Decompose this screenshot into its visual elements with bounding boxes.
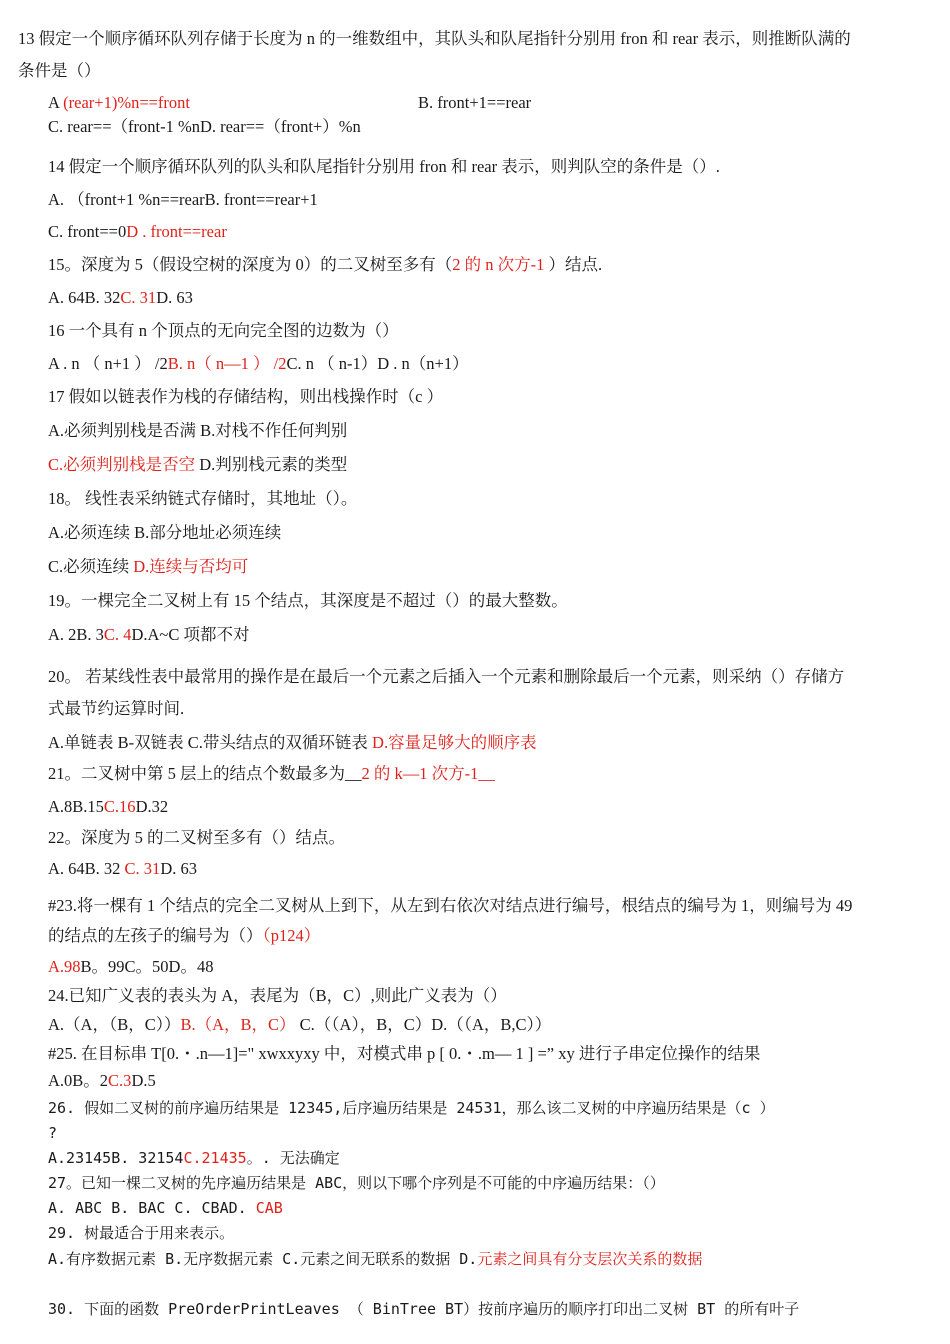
- question-text: A. 64B. 32: [48, 859, 125, 878]
- text-line: [418, 92, 531, 114]
- text-line: [48, 1097, 775, 1119]
- question-text: 。. 无法确定: [246, 1149, 340, 1167]
- question-text: 22。深度为 5 的二叉树至多有（）结点。: [48, 828, 345, 847]
- question-text: 19。一棵完全二叉树上有 15 个结点，其深度是不超过（）的最大整数。: [48, 591, 568, 610]
- text-line: [48, 590, 568, 612]
- text-line: [48, 796, 168, 818]
- text-line: [48, 1222, 234, 1244]
- answer-text: CAB: [255, 1199, 283, 1217]
- question-text: D. 63: [160, 859, 197, 878]
- text-line: [48, 92, 190, 114]
- answer-text: C.16: [103, 797, 136, 816]
- text-line: [48, 287, 193, 309]
- text-line: [48, 1248, 702, 1270]
- text-line: [48, 895, 852, 917]
- text-line: [48, 1197, 283, 1219]
- question-text: ）结点.: [544, 255, 603, 274]
- text-line: [48, 1122, 57, 1144]
- text-line: [48, 488, 357, 510]
- question-text: A. （front+1 %n==rearB. front==rear+1: [48, 190, 318, 209]
- question-text: 式最节约运算时间.: [48, 699, 185, 718]
- answer-text: B.（A，B，C）: [180, 1015, 296, 1034]
- question-text: A.8B.15: [48, 797, 104, 816]
- question-text: D.判别栈元素的类型: [195, 455, 348, 474]
- question-text: 27。已知一棵二叉树的先序遍历结果是 ABC，则以下哪个序列是不可能的中序遍历结果：（）: [48, 1174, 665, 1192]
- question-text: D.5: [131, 1071, 156, 1090]
- answer-text: C. 31: [124, 859, 161, 878]
- text-line: [48, 221, 227, 243]
- question-text: C. rear==（front-1 %nD. rear==（front+）%n: [48, 117, 361, 136]
- answer-text: C. 4: [103, 625, 132, 644]
- text-line: [48, 925, 320, 947]
- question-text: A.23145B. 32154: [48, 1149, 184, 1167]
- answer-text: D.容量足够大的顺序表: [372, 733, 537, 752]
- question-text: A.（A，（B，C））: [48, 1015, 181, 1034]
- answer-text: 2 的 k—1 次方-1__: [361, 764, 495, 783]
- question-text: ?: [48, 1124, 58, 1142]
- text-line: [48, 156, 720, 178]
- question-text: #23.将一棵有 1 个结点的完全二叉树从上到下，从左到右依次对结点进行编号，根结点的编号为 1，则编号为 49: [48, 896, 853, 915]
- answer-text: （p124）: [262, 926, 321, 945]
- question-text: 30. 下面的函数 PreOrderPrintLeaves （ BinTree BT）按前序遍历的顺序打印出二叉树 BT 的所有叶子: [48, 1300, 800, 1318]
- question-text: 20。 若某线性表中最常用的操作是在最后一个元素之后插入一个元素和删除最后一个元素，则采纳（）存储方: [48, 667, 845, 686]
- question-text: C.（（A），B，C）D.（（A，B,C））: [295, 1015, 552, 1034]
- text-line: [48, 1298, 799, 1320]
- question-text: A.0B。2: [48, 1071, 109, 1090]
- text-line: [48, 320, 399, 342]
- question-text: #25. 在目标串 T[0.・.n—1]=" xwxxyxy 中，对模式串 p [ 0.・.m— 1 ] =” xy 进行子串定位操作的结果: [48, 1044, 761, 1063]
- text-line: [48, 116, 361, 138]
- question-text: A.有序数据元素 B.无序数据元素 C.元素之间无联系的数据 D.: [48, 1250, 478, 1268]
- answer-text: 2 的 n 次方-1: [452, 255, 545, 274]
- text-line: [48, 189, 318, 211]
- text-line: [48, 698, 184, 720]
- answer-text: D.连续与否均可: [133, 557, 249, 576]
- question-text: 的结点的左孩子的编号为（）: [48, 926, 263, 945]
- text-line: [48, 956, 213, 978]
- text-line: [48, 827, 345, 849]
- question-text: C.必须连续: [48, 557, 134, 576]
- question-text: A.单链表 B-双链表 C.带头结点的双循环链表: [48, 733, 373, 752]
- text-line: [48, 858, 197, 880]
- answer-text: C.21435: [183, 1149, 247, 1167]
- question-text: C. n （ n-1）D . n（n+1）: [286, 354, 469, 373]
- text-line: [48, 1043, 760, 1065]
- text-line: [48, 254, 602, 276]
- text-line: [48, 1014, 551, 1036]
- answer-text: 元素之间具有分支层次关系的数据: [477, 1250, 703, 1268]
- question-text: D.32: [135, 797, 169, 816]
- text-line: [48, 386, 443, 408]
- question-text: D. 63: [156, 288, 193, 307]
- text-line: [48, 420, 347, 442]
- question-text: 14 假定一个顺序循环队列的队头和队尾指针分别用 fron 和 rear 表示，则判队空的条件是（）.: [48, 157, 720, 176]
- question-text: 24.已知广义表的表头为 A，表尾为（B，C）,则此广义表为（）: [48, 986, 507, 1005]
- question-text: 13 假定一个顺序循环队列存储于长度为 n 的一维数组中，其队头和队尾指针分别用 fron 和 rear 表示，则推断队满的: [18, 29, 851, 48]
- question-text: 21。二叉树中第 5 层上的结点个数最多为__: [48, 764, 362, 783]
- text-line: [48, 454, 347, 476]
- answer-text: (rear+1)%n==front: [63, 93, 191, 112]
- answer-text: D . front==rear: [126, 222, 227, 241]
- text-line: [48, 985, 507, 1007]
- answer-text: B. n（ n—1 ） /2: [167, 354, 287, 373]
- question-text: C. front==0: [48, 222, 127, 241]
- question-text: 18。 线性表采纳链式存储时，其地址（）。: [48, 489, 358, 508]
- question-text: 29. 树最适合于用来表示。: [48, 1224, 235, 1242]
- question-text: A. 2B. 3: [48, 625, 104, 644]
- question-text: A: [48, 93, 64, 112]
- text-line: [18, 60, 101, 82]
- question-text: A.必须判别栈是否满 B.对栈不作任何判别: [48, 421, 348, 440]
- text-line: [18, 28, 851, 50]
- text-line: [48, 1172, 665, 1194]
- text-line: [48, 1070, 156, 1092]
- answer-text: C.3: [108, 1071, 132, 1090]
- question-text: 17 假如以链表作为栈的存储结构，则出栈操作时（c ）: [48, 387, 444, 406]
- question-text: A.必须连续 B.部分地址必须连续: [48, 523, 282, 542]
- question-text: A . n （ n+1 ） /2: [48, 354, 168, 373]
- question-text: 26. 假如二叉树的前序遍历结果是 12345,后序遍历结果是 24531，那么该二叉树的中序遍历结果是（c ）: [48, 1099, 775, 1117]
- text-line: [48, 522, 281, 544]
- question-text: B. front+1==rear: [418, 93, 532, 112]
- answer-text: C. 31: [120, 288, 157, 307]
- question-text: 15。深度为 5（假设空树的深度为 0）的二叉树至多有（: [48, 255, 453, 274]
- text-line: [48, 763, 495, 785]
- question-text: 16 一个具有 n 个顶点的无向完全图的边数为（）: [48, 321, 399, 340]
- text-line: [48, 666, 844, 688]
- question-text: B。99C。50D。48: [80, 957, 214, 976]
- question-text: 条件是（）: [18, 61, 101, 80]
- question-text: A. 64B. 32: [48, 288, 121, 307]
- text-line: [48, 556, 248, 578]
- answer-text: C.必须判别栈是否空: [48, 455, 196, 474]
- answer-text: A.98: [48, 957, 81, 976]
- text-line: [48, 624, 249, 646]
- text-line: [48, 1147, 340, 1169]
- text-line: [48, 353, 469, 375]
- question-text: D.A~C 项都不对: [131, 625, 250, 644]
- text-line: [48, 732, 537, 754]
- question-text: A. ABC B. BAC C. CBAD.: [48, 1199, 256, 1217]
